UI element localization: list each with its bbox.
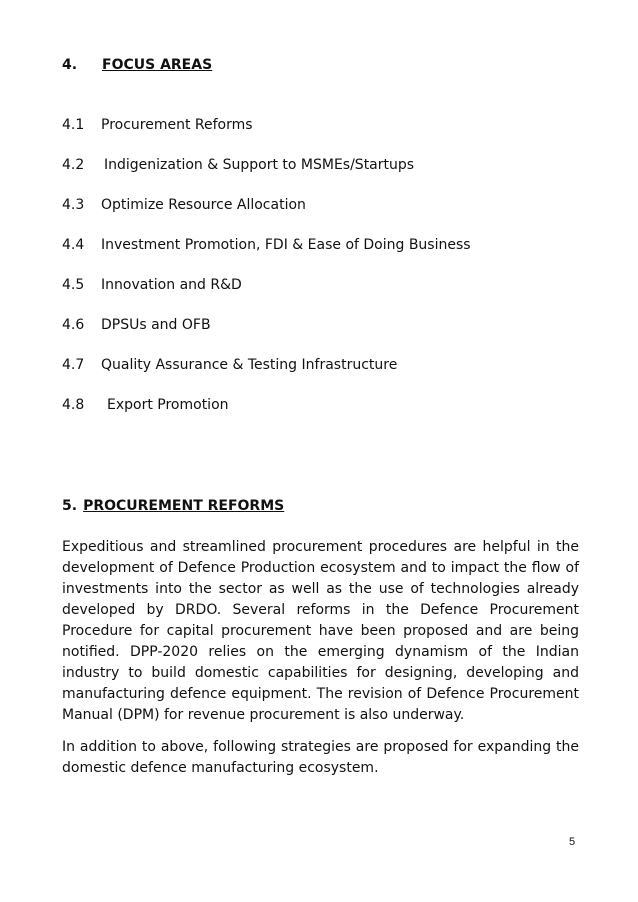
body-paragraph: Expeditious and streamlined procurement procedures are helpful in the development of Defence Production ecosystem and to impact the flow of investments into the sector as well as the use of technologies already developed by DRDO. Several reforms in the Defence Procurement Procedure for capital procurement have been proposed and are being notified. DPP-2020 relies on the emerging dynamism of the Indian industry to build domestic capabilities for designing, developing and manufacturing defence equipment. The revision of Defence Procurement Manual (DPM) for revenue procurement is also underway. [62, 539, 579, 723]
section-5-title: PROCUREMENT REFORMS [83, 498, 285, 514]
focus-area-label: Quality Assurance & Testing Infrastructure [101, 357, 398, 373]
section-4-title: FOCUS AREAS [102, 57, 213, 73]
focus-area-label: Export Promotion [107, 397, 229, 413]
focus-area-number: 4.8 [62, 397, 85, 413]
focus-area-number: 4.3 [62, 197, 85, 213]
section-4-number: 4. [62, 57, 78, 73]
focus-area-number: 4.7 [62, 357, 85, 373]
focus-area-label: Investment Promotion, FDI & Ease of Doing Business [101, 237, 471, 253]
focus-area-label: Innovation and R&D [101, 277, 242, 293]
focus-area-label: DPSUs and OFB [101, 317, 211, 333]
focus-area-number: 4.4 [62, 237, 85, 253]
section-5-heading [62, 498, 284, 514]
focus-area-number: 4.5 [62, 277, 85, 293]
focus-area-label: Indigenization & Support to MSMEs/Startups [104, 157, 415, 173]
page-number: 5 [569, 836, 576, 848]
focus-area-number: 4.2 [62, 157, 85, 173]
focus-area-label: Optimize Resource Allocation [101, 197, 306, 213]
focus-area-number: 4.6 [62, 317, 85, 333]
section-5-number: 5. [62, 498, 78, 514]
focus-area-label: Procurement Reforms [101, 117, 253, 133]
focus-area-number: 4.1 [62, 117, 85, 133]
body-paragraph: In addition to above, following strategies are proposed for expanding the domestic defence manufacturing ecosystem. [62, 739, 579, 776]
